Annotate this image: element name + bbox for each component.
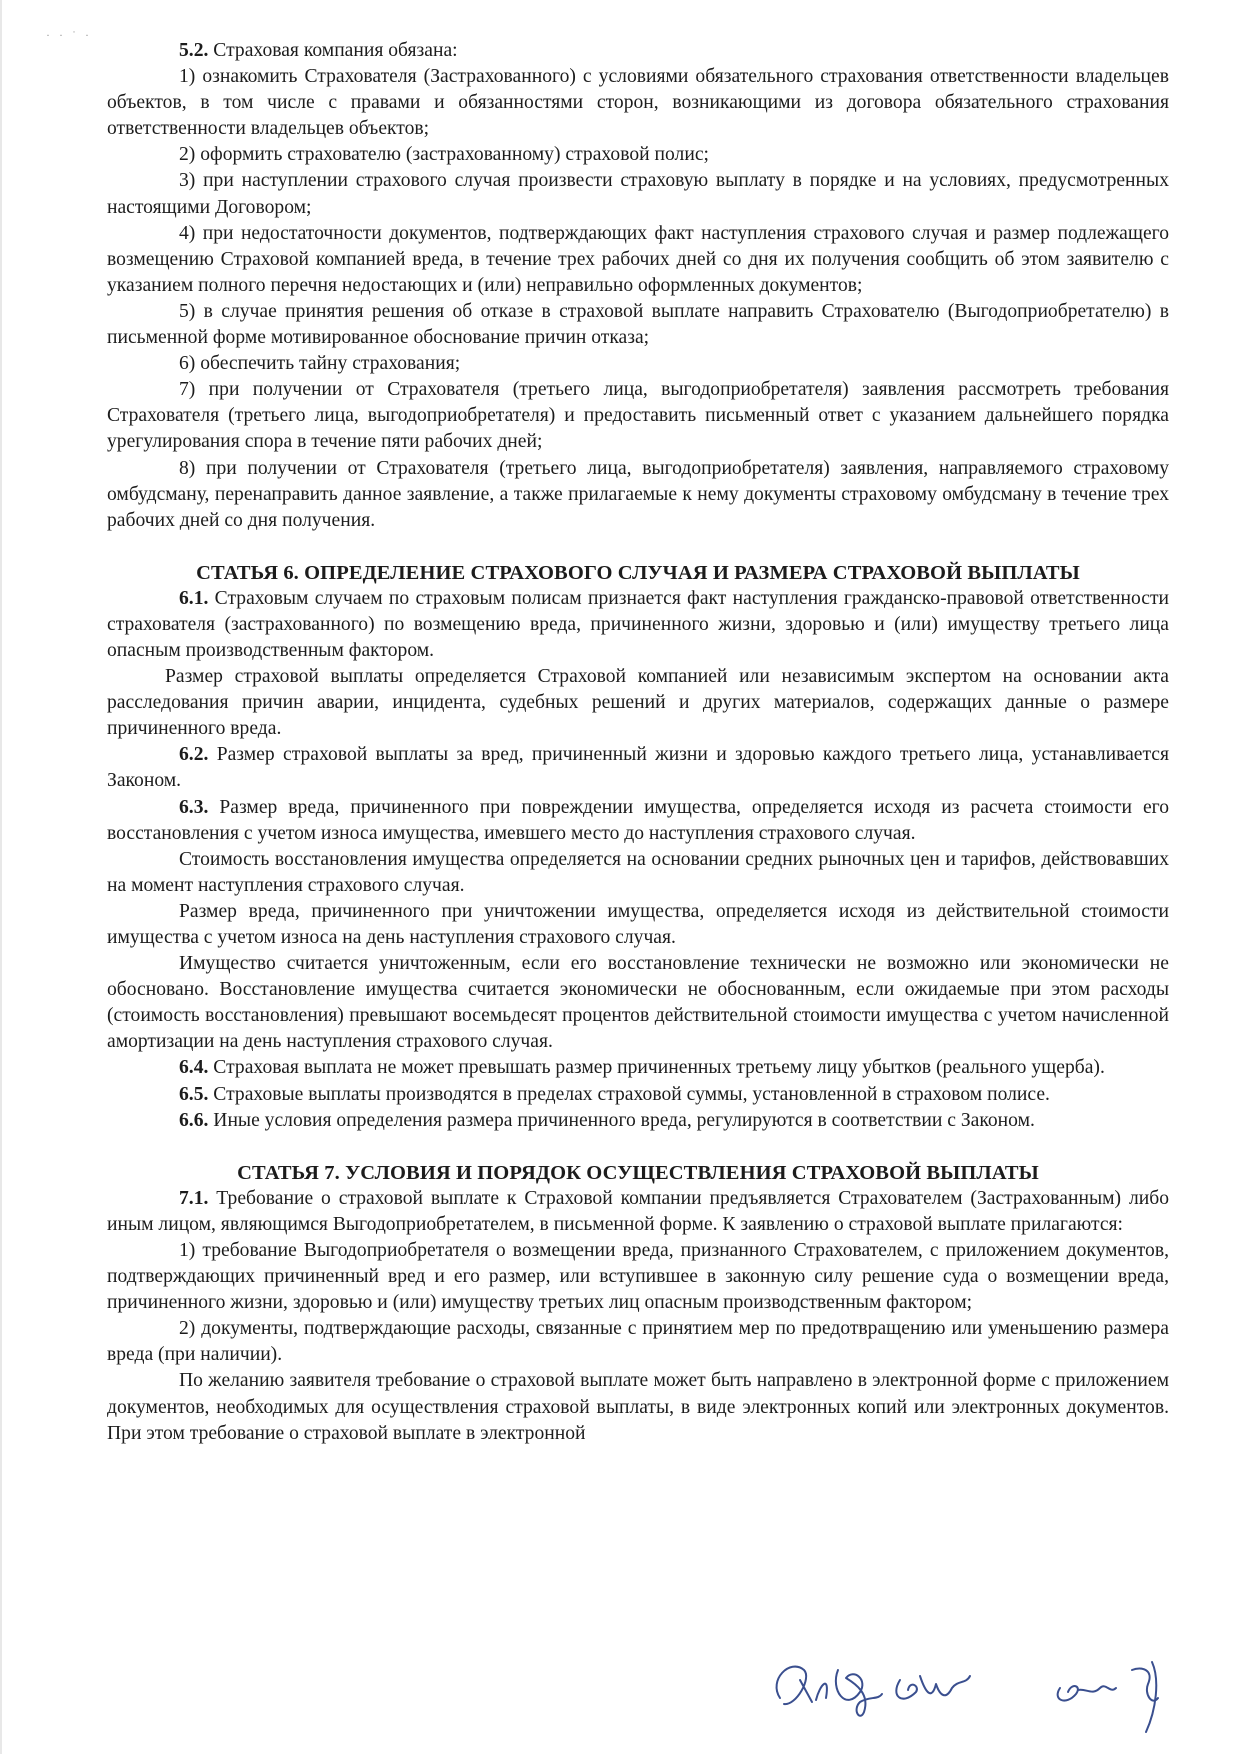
paragraph-text: По желанию заявителя требование о страховой выплате может быть направлено в электронной форме с приложением документов, необходимых для осуществления страховой выплаты, в виде электронных копий или электронных документов. При этом требование о страховой выплате в электронной xyxy=(107,1370,1169,1444)
paragraph xyxy=(107,847,1169,899)
paragraph xyxy=(107,795,1169,847)
spacer xyxy=(107,1134,1169,1160)
article-7-heading: СТАТЬЯ 7. УСЛОВИЯ И ПОРЯДОК ОСУЩЕСТВЛЕНИЯ СТРАХОВОЙ ВЫПЛАТЫ xyxy=(237,1161,1039,1184)
paragraph-text: Размер страховой выплаты определяется Страховой компанией или независимым экспертом на основании акта расследования причин аварии, инцидента, судебных решений и других материалов, содержащих данные о размере причиненного вреда. xyxy=(107,666,1169,740)
paragraph xyxy=(107,664,1169,742)
paragraph xyxy=(107,1108,1169,1134)
paragraph xyxy=(107,1186,1169,1238)
spacer xyxy=(107,534,1169,560)
paragraph xyxy=(107,899,1169,951)
paragraph-text: Страховые выплаты производятся в пределах страховой суммы, установленной в страховом полисе. xyxy=(208,1083,1050,1105)
paragraph xyxy=(107,1055,1169,1081)
paragraph-text: Имущество считается уничтоженным, если его восстановление технически не возможно или экономически не обосновано. Восстановление имущества считается экономически не обоснованным, если ожидаемые при этом расходы (стоимость восстановления) превышают восемьдесят процентов действительной стоимости имущества с учетом начисленной амортизации на день наступления страхового случая. xyxy=(107,953,1169,1053)
paragraph xyxy=(107,1316,1169,1368)
handwritten-signatures xyxy=(760,1640,1180,1740)
paragraph xyxy=(107,1368,1169,1446)
document-page xyxy=(107,38,1169,1447)
paragraph xyxy=(107,742,1169,794)
clause-number: 6.5. xyxy=(179,1083,209,1105)
paragraph-text: Размер вреда, причиненного при повреждении имущества, определяется исходя из расчета стоимости его восстановления с учетом износа имущества, имевшего место до наступления страхового случая. xyxy=(107,796,1169,844)
paragraph-text: 5) в случае принятия решения об отказе в страховой выплате направить Страхователю (Выгодоприобретателю) в письменной форме мотивированное обоснование причин отказа; xyxy=(107,300,1169,349)
clause-number: 6.6. xyxy=(179,1109,209,1131)
paragraph-text: 4) при недостаточности документов, подтверждающих факт наступления страхового случая и размер подлежащего возмещению Страховой компанией вреда, в течение трех рабочих дней со дня их получения сообщить об этом заявителю с указанием полного перечня недостающих и (или) неправильно оформленных документов; xyxy=(107,222,1169,296)
paragraph-text: 2) оформить страхователю (застрахованному) страховой полис; xyxy=(179,144,709,166)
article-6-heading: СТАТЬЯ 6. ОПРЕДЕЛЕНИЕ СТРАХОВОГО СЛУЧАЯ И РАЗМЕРА СТРАХОВОЙ ВЫПЛАТЫ xyxy=(196,561,1080,584)
clause-number: 6.3. xyxy=(179,796,209,818)
paragraph xyxy=(107,299,1169,351)
paragraph-text: 8) при получении от Страхователя (третьего лица, выгодоприобретателя) заявления, направляемого страховому омбудсману, перенаправить данное заявление, а также прилагаемые к нему документы страховому омбудсману в течение трех рабочих дней со дня получения. xyxy=(107,457,1169,531)
paragraph xyxy=(107,221,1169,299)
paragraph-text: 3) при наступлении страхового случая произвести страховую выплату в порядке и на условиях, предусмотренных настоящими Договором; xyxy=(107,170,1169,218)
clause-number: 6.4. xyxy=(179,1057,209,1079)
paragraph-text: Стоимость восстановления имущества определяется на основании средних рыночных цен и тарифов, действовавших на момент наступления страхового случая. xyxy=(107,848,1169,896)
paragraph xyxy=(107,586,1169,664)
paragraph xyxy=(107,64,1169,142)
paragraph xyxy=(107,951,1169,1055)
clause-number: 7.1. xyxy=(179,1187,209,1209)
paragraph xyxy=(107,351,1169,377)
clause-number: 5.2. xyxy=(179,40,209,61)
paragraph-text: Требование о страховой выплате к Страховой компании предъявляется Страхователем (Застрахованным) либо иным лицом, являющимся Выгодоприобретателем, в письменной форме. К заявлению о страховой выплате прилагаются: xyxy=(107,1187,1169,1235)
clause-number: 6.2. xyxy=(179,744,209,766)
paragraph-text: 1) ознакомить Страхователя (Застрахованного) с условиями обязательного страхования ответственности владельцев объектов, в том числе с правами и обязанностями сторон, возникающими из договора обязательного страхования ответственности владельцев объектов; xyxy=(107,66,1169,140)
paragraph-text: Иные условия определения размера причиненного вреда, регулируются в соответствии с Законом. xyxy=(208,1109,1035,1131)
scan-noise: · · ˙ · xyxy=(46,28,92,42)
paragraph-text: 1) требование Выгодоприобретателя о возмещении вреда, признанного Страхователем, с приложением документов, подтверждающих причиненный вред и его размер, или вступившее в законную силу решение суда о возмещении вреда, причиненного жизни, здоровью и (или) имуществу третьих лиц опасным производственным фактором; xyxy=(107,1239,1169,1314)
section-5-obligations xyxy=(107,38,1169,534)
paragraph-text: Страховая компания обязана: xyxy=(208,40,458,61)
paragraph-text: Размер страховой выплаты за вред, причиненный жизни и здоровью каждого третьего лица, устанавливается Законом. xyxy=(107,744,1169,792)
clause-number: 6.1. xyxy=(179,587,209,609)
paragraph xyxy=(107,142,1169,168)
paragraph-text: Размер вреда, причиненного при уничтожении имущества, определяется исходя из действительной стоимости имущества с учетом износа на день наступления страхового случая. xyxy=(107,900,1169,948)
paragraph-text: Страховым случаем по страховым полисам признается факт наступления гражданско-правовой ответственности страхователя (застрахованного) по возмещению вреда, причиненного жизни, здоровью и (или) имуществу третьего лица опасным производственным фактором. xyxy=(107,587,1169,661)
paragraph-text: 2) документы, подтверждающие расходы, связанные с принятием мер по предотвращению или уменьшению размера вреда (при наличии). xyxy=(107,1318,1169,1366)
paragraph xyxy=(107,377,1169,455)
paragraph-text: Страховая выплата не может превышать размер причиненных третьему лицу убытков (реального ущерба). xyxy=(208,1057,1105,1079)
paragraph-text: 6) обеспечить тайну страхования; xyxy=(179,353,461,375)
paragraph xyxy=(107,456,1169,534)
scan-edge xyxy=(0,0,10,1754)
paragraph-text: 7) при получении от Страхователя (третьего лица, выгодоприобретателя) заявления рассмотреть требования Страхователя (третьего лица, выгодоприобретателя) и предоставить письменный ответ с указанием дальнейшего порядка урегулирования спора в течение пяти рабочих дней; xyxy=(107,379,1169,453)
section-7-paragraphs xyxy=(107,1186,1169,1447)
paragraph xyxy=(107,168,1169,220)
paragraph xyxy=(107,38,1169,64)
paragraph xyxy=(107,1238,1169,1316)
paragraph xyxy=(107,1082,1169,1108)
section-6-paragraphs xyxy=(107,586,1169,1134)
